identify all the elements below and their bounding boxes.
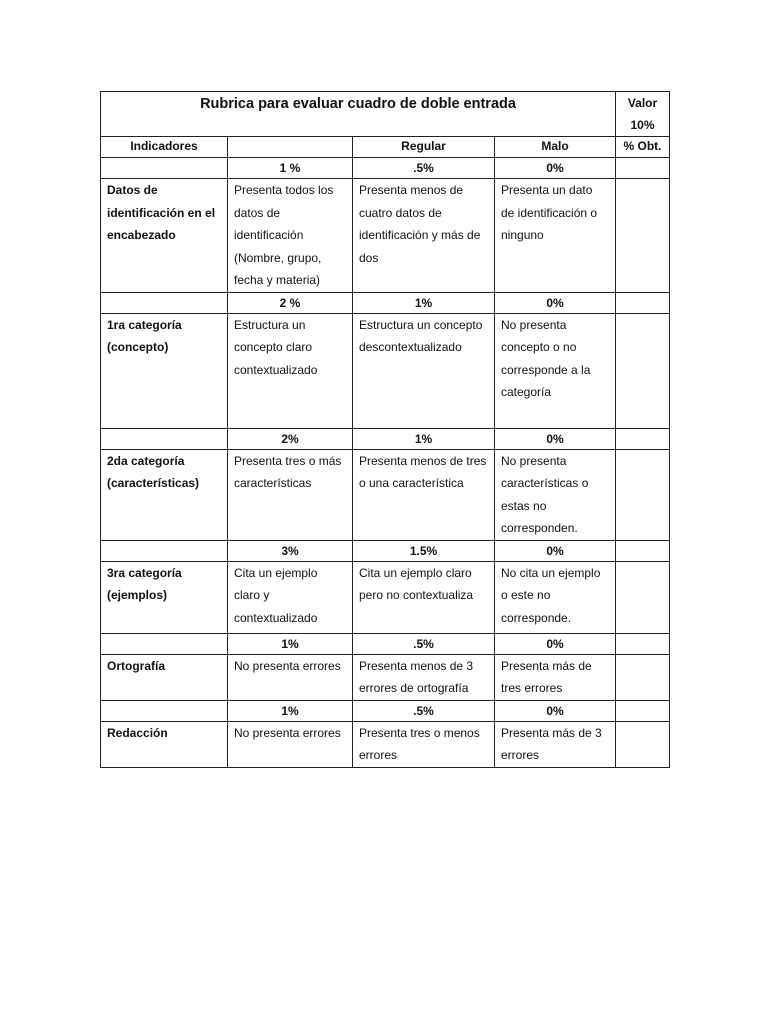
desc-regular: Presenta menos de tres o una característica	[353, 449, 495, 540]
desc-regular: Estructura un concepto descontextualizado	[353, 313, 495, 428]
criterion-row	[101, 721, 670, 767]
valor-cell	[616, 92, 670, 137]
score-bad: 0%	[495, 700, 616, 721]
criterion-row	[101, 654, 670, 700]
score-row	[101, 540, 670, 561]
header-malo: Malo	[495, 137, 616, 158]
rubric-title: Rubrica para evaluar cuadro de doble entrada	[101, 92, 616, 137]
valor-label: Valor	[627, 96, 658, 110]
score-good: 1 %	[228, 158, 353, 179]
obt-cell	[616, 654, 670, 700]
rubric-body	[101, 92, 670, 768]
desc-regular: Presenta menos de 3 errores de ortografía	[353, 654, 495, 700]
score-blank	[101, 158, 228, 179]
valor-value: 10%	[630, 118, 655, 132]
desc-good: Presenta tres o más características	[228, 449, 353, 540]
score-blank	[101, 292, 228, 313]
indicator-label: Ortografía	[101, 654, 228, 700]
header-regular: Regular	[353, 137, 495, 158]
obt-cell	[616, 721, 670, 767]
title-row	[101, 92, 670, 137]
rubric-table	[100, 91, 670, 768]
score-bad: 0%	[495, 428, 616, 449]
score-blank	[101, 700, 228, 721]
desc-good: Presenta todos los datos de identificación (Nombre, grupo, fecha y materia)	[228, 179, 353, 293]
score-obt	[616, 428, 670, 449]
score-row	[101, 428, 670, 449]
score-obt	[616, 633, 670, 654]
indicator-label: Redacción	[101, 721, 228, 767]
score-obt	[616, 700, 670, 721]
indicator-label: 3ra categoría (ejemplos)	[101, 561, 228, 633]
score-good: 2%	[228, 428, 353, 449]
obt-cell	[616, 561, 670, 633]
header-row	[101, 137, 670, 158]
desc-bad: No presenta concepto o no corresponde a la categoría	[495, 313, 616, 428]
score-obt	[616, 292, 670, 313]
score-row	[101, 158, 670, 179]
score-row	[101, 292, 670, 313]
score-row	[101, 700, 670, 721]
desc-bad: No presenta características o estas no corresponden.	[495, 449, 616, 540]
score-regular: 1.5%	[353, 540, 495, 561]
indicator-label: 1ra categoría (concepto)	[101, 313, 228, 428]
criterion-row	[101, 313, 670, 428]
score-regular: .5%	[353, 700, 495, 721]
score-regular: .5%	[353, 633, 495, 654]
score-good: 1%	[228, 633, 353, 654]
desc-bad: Presenta más de 3 errores	[495, 721, 616, 767]
header-col2	[228, 137, 353, 158]
obt-cell	[616, 313, 670, 428]
score-good: 3%	[228, 540, 353, 561]
desc-bad: Presenta más de tres errores	[495, 654, 616, 700]
indicator-label: 2da categoría (características)	[101, 449, 228, 540]
score-bad: 0%	[495, 633, 616, 654]
score-obt	[616, 540, 670, 561]
score-blank	[101, 428, 228, 449]
score-bad: 0%	[495, 540, 616, 561]
desc-regular: Presenta tres o menos errores	[353, 721, 495, 767]
score-bad: 0%	[495, 158, 616, 179]
desc-good: Estructura un concepto claro contextualizado	[228, 313, 353, 428]
obt-cell	[616, 179, 670, 293]
desc-bad: Presenta un dato de identificación o ninguno	[495, 179, 616, 293]
criterion-row	[101, 449, 670, 540]
criterion-row	[101, 179, 670, 293]
header-indicadores: Indicadores	[101, 137, 228, 158]
score-obt	[616, 158, 670, 179]
criterion-row	[101, 561, 670, 633]
score-bad: 0%	[495, 292, 616, 313]
desc-good: No presenta errores	[228, 721, 353, 767]
desc-bad: No cita un ejemplo o este no corresponde.	[495, 561, 616, 633]
score-blank	[101, 633, 228, 654]
score-regular: 1%	[353, 428, 495, 449]
desc-regular: Cita un ejemplo claro pero no contextualiza	[353, 561, 495, 633]
desc-good: Cita un ejemplo claro y contextualizado	[228, 561, 353, 633]
indicator-label: Datos de identificación en el encabezado	[101, 179, 228, 293]
obt-cell	[616, 449, 670, 540]
score-row	[101, 633, 670, 654]
score-regular: .5%	[353, 158, 495, 179]
score-good: 2 %	[228, 292, 353, 313]
score-good: 1%	[228, 700, 353, 721]
header-obt: % Obt.	[616, 137, 670, 158]
desc-good: No presenta errores	[228, 654, 353, 700]
desc-regular: Presenta menos de cuatro datos de identificación y más de dos	[353, 179, 495, 293]
score-regular: 1%	[353, 292, 495, 313]
score-blank	[101, 540, 228, 561]
